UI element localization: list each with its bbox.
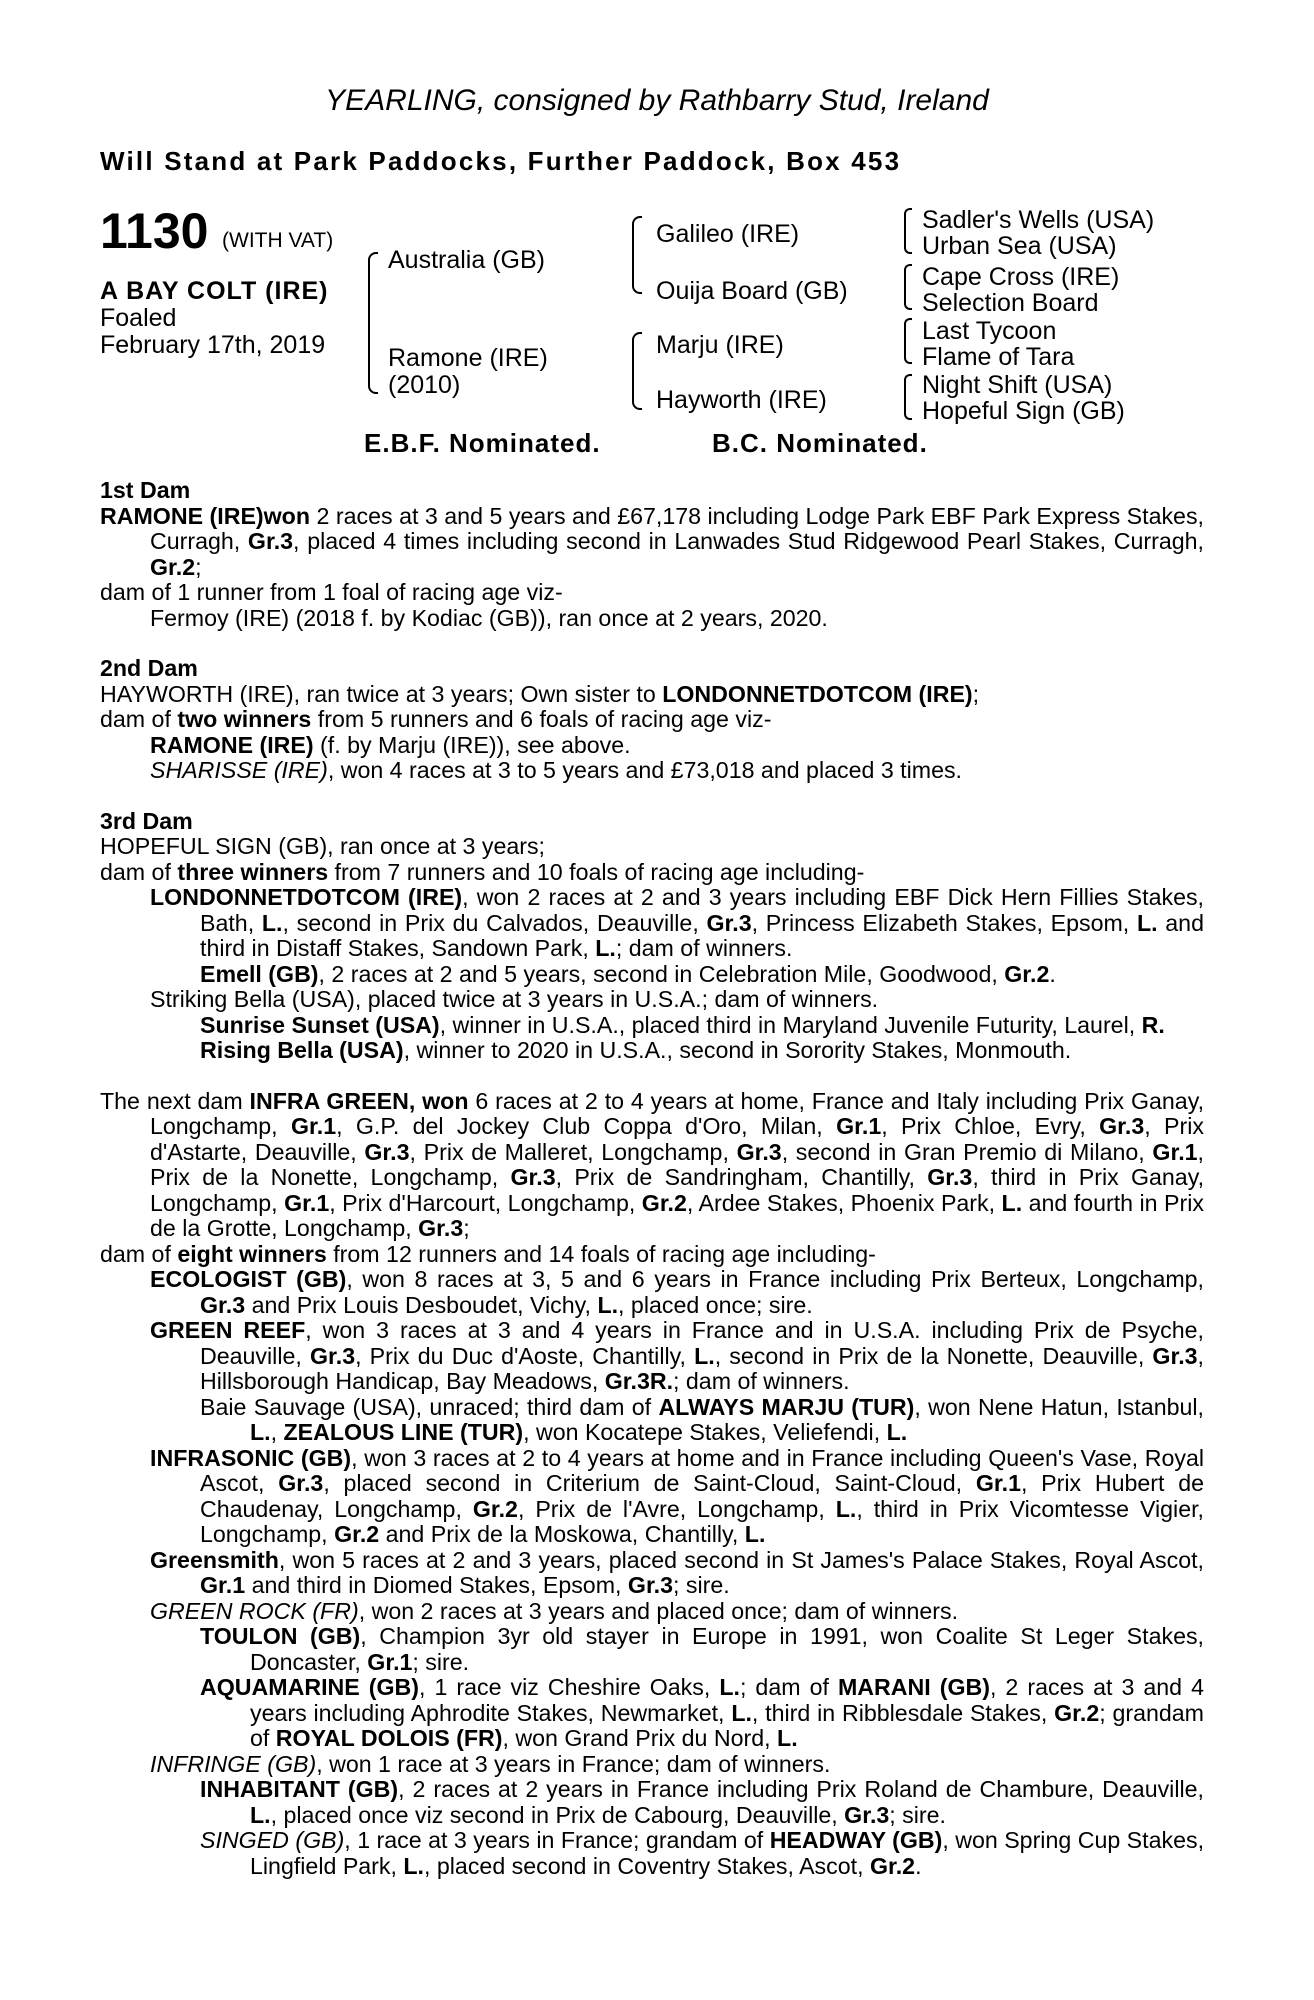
grandsire-4: Night Shift (USA) xyxy=(922,371,1113,399)
third-dam-grandfoal-emell: Emell (GB), 2 races at 2 and 5 years, second in Celebration Mile, Goodwood, Gr.2. xyxy=(200,960,1056,987)
foaled-label: Foaled xyxy=(100,304,177,332)
progeny-ecologist: ECOLOGIST (GB), won 8 races at 3, 5 and 6 years in France including Prix Berteux, Longchamp, Gr.3 and Prix Louis Desboudet, Vichy, L., placed once; sire. xyxy=(150,1266,1204,1318)
granddam-1: Urban Sea (USA) xyxy=(922,232,1117,260)
third-dam-produce: dam of three winners from 7 runners and 10 foals of racing age including- xyxy=(100,858,865,885)
next-dam-produce: dam of eight winners from 12 runners and 14 foals of racing age including- xyxy=(100,1240,876,1267)
grandsire-2: Cape Cross (IRE) xyxy=(922,263,1120,291)
first-dam-produce: dam of 1 runner from 1 foal of racing age viz- xyxy=(100,579,563,605)
sire-sire: Galileo (IRE) xyxy=(656,220,800,248)
dam-dam: Hayworth (IRE) xyxy=(656,386,827,414)
first-dam-foal: Fermoy (IRE) (2018 f. by Kodiac (GB)), ran once at 2 years, 2020. xyxy=(150,604,828,631)
third-dam-heading: 3rd Dam xyxy=(100,807,193,834)
second-dam-produce: dam of two winners from 5 runners and 6 foals of racing age viz- xyxy=(100,706,772,732)
catalogue-heading: YEARLING, consigned by Rathbarry Stud, Ireland xyxy=(325,84,989,117)
progeny-infrasonic: INFRASONIC (GB), won 3 races at 2 to 4 years at home and in France including Queen's Vase, Royal Ascot, Gr.3, placed second in Criterium de Saint-Cloud, Saint-Cloud, Gr.1, Prix Hubert de Chaudenay, Longchamp, Gr.2, Prix de l'Avre, Longchamp, L., third in Prix Vicomtesse Vigier, Longchamp, Gr.2 and Prix de la Moskowa, Chantilly, L. xyxy=(150,1444,1204,1547)
progeny-baie-sauvage: Baie Sauvage (USA), unraced; third dam of ALWAYS MARJU (TUR), won Nene Hatun, Istanbul, L., ZEALOUS LINE (TUR), won Kocatepe Stakes, Veliefendi, L. xyxy=(200,1393,1204,1445)
grandprogeny-toulon: TOULON (GB), Champion 3yr old stayer in Europe in 1991, won Coalite St Leger Stakes, Doncaster, Gr.1; sire. xyxy=(200,1623,1204,1675)
vat-note: (WITH VAT) xyxy=(222,229,334,252)
grandprogeny-aquamarine: AQUAMARINE (GB), 1 race viz Cheshire Oaks, L.; dam of MARANI (GB), 2 races at 3 and 4 years including Aphrodite Stakes, Newmarket, L., third in Ribblesdale Stakes, Gr.2; grandam of ROYAL DOLOIS (FR), won Grand Prix du Nord, L. xyxy=(200,1674,1205,1751)
second-dam-foal-sharisse: SHARISSE (IRE), won 4 races at 3 to 5 years and £73,018 and placed 3 times. xyxy=(150,757,963,783)
stand-location: Will Stand at Park Paddocks, Further Paddock, Box 453 xyxy=(100,146,902,176)
grandsire-1: Sadler's Wells (USA) xyxy=(922,206,1155,234)
lot-number: 1130 xyxy=(100,203,209,259)
progeny-greensmith: Greensmith, won 5 races at 2 and 3 years, placed second in St James's Palace Stakes, Royal Ascot, Gr.1 and third in Diomed Stakes, Epsom, Gr.3; sire. xyxy=(150,1546,1204,1598)
sire-parents-brace xyxy=(632,216,642,294)
sire-dam-brace xyxy=(368,252,378,394)
second-dam-heading: 2nd Dam xyxy=(100,655,198,681)
grandsire-3: Last Tycoon xyxy=(922,317,1057,345)
catalogue-body xyxy=(100,478,1204,1879)
granddam-2: Selection Board xyxy=(922,289,1099,317)
second-dam-record: HAYWORTH (IRE), ran twice at 3 years; Own sister to LONDONNETDOTCOM (IRE); xyxy=(100,680,980,707)
third-dam-foal-striking-bella: Striking Bella (USA), placed twice at 3 years in U.S.A.; dam of winners. xyxy=(150,986,879,1012)
grandprogeny-singed: SINGED (GB), 1 race at 3 years in France; grandam of HEADWAY (GB), won Spring Cup Stakes, Lingfield Park, L., placed second in Coventry Stakes, Ascot, Gr.2. xyxy=(200,1827,1205,1879)
third-dam-grandfoal-sunrise: Sunrise Sunset (USA), winner in U.S.A., placed third in Maryland Juvenile Futurity, Laurel, R. xyxy=(200,1011,1165,1038)
bc-nomination: B.C. Nominated. xyxy=(712,428,928,458)
dam-sire: Marju (IRE) xyxy=(656,331,784,359)
dam-parents-brace xyxy=(632,332,642,410)
grandprogeny-inhabitant: INHABITANT (GB), 2 races at 2 years in France including Prix Roland de Chambure, Deauville, L., placed once viz second in Prix de Cabourg, Deauville, Gr.3; sire. xyxy=(200,1776,1204,1828)
third-dam-foal-londonnetdotcom: LONDONNETDOTCOM (IRE), won 2 races at 2 and 3 years including EBF Dick Hern Fillies Stakes, Bath, L., second in Prix du Calvados, Deauville, Gr.3, Princess Elizabeth Stakes, Epsom, L. and third in Distaff Stakes, Sandown Park, L.; dam of winners. xyxy=(150,884,1204,961)
g3-brace-3 xyxy=(904,318,912,364)
sire: Australia (GB) xyxy=(388,246,545,274)
first-dam-record: RAMONE (IRE)won 2 races at 3 and 5 years and £67,178 including Lodge Park EBF Park Express Stakes, Curragh, Gr.3, placed 4 times including second in Lanwades Stud Ridgewood Pearl Stakes, Curragh, Gr.2; xyxy=(100,502,1204,580)
g3-brace-4 xyxy=(904,374,912,420)
second-dam-foal-ramone: RAMONE (IRE) (f. by Marju (IRE)), see above. xyxy=(150,731,631,758)
first-dam-name: RAMONE (IRE) xyxy=(100,502,264,529)
foaled-date: February 17th, 2019 xyxy=(100,331,326,359)
dam-year: (2010) xyxy=(388,371,461,399)
first-dam-heading: 1st Dam xyxy=(100,477,191,503)
dam: Ramone (IRE) xyxy=(388,344,548,372)
g3-brace-1 xyxy=(904,208,912,254)
third-dam-record: HOPEFUL SIGN (GB), ran once at 3 years; xyxy=(100,833,546,859)
progeny-green-reef: GREEN REEF, won 3 races at 3 and 4 years in France and in U.S.A. including Prix de Psyche, Deauville, Gr.3, Prix du Duc d'Aoste, Chantilly, L., second in Prix de la Nonette, Deauville, Gr.3, Hillsborough Handicap, Bay Meadows, Gr.3R.; dam of winners. xyxy=(150,1317,1205,1394)
g3-brace-2 xyxy=(904,264,912,310)
granddam-3: Flame of Tara xyxy=(922,343,1075,371)
progeny-infringe: INFRINGE (GB), won 1 race at 3 years in France; dam of winners. xyxy=(150,1750,831,1777)
progeny-green-rock: GREEN ROCK (FR), won 2 races at 3 years and placed once; dam of winners. xyxy=(150,1597,959,1624)
next-dam-record: The next dam INFRA GREEN, won 6 races at 2 to 4 years at home, France and Italy including Prix Ganay, Longchamp, Gr.1, G.P. del Jockey Club Coppa d'Oro, Milan, Gr.1, Prix Chloe, Evry, Gr.3, Prix d'Astarte, Deauville, Gr.3, Prix de Malleret, Longchamp, Gr.3, second in Gran Premio di Milano, Gr.1, Prix de la Nonette, Longchamp, Gr.3, Prix de Sandringham, Chantilly, Gr.3, third in Prix Ganay, Longchamp, Gr.1, Prix d'Harcourt, Longchamp, Gr.2, Ardee Stakes, Phoenix Park, L. and fourth in Prix de la Grotte, Longchamp, Gr.3; xyxy=(100,1087,1205,1241)
granddam-4: Hopeful Sign (GB) xyxy=(922,397,1125,425)
sire-dam: Ouija Board (GB) xyxy=(656,277,848,305)
ebf-nomination: E.B.F. Nominated. xyxy=(364,428,601,458)
lot-name: A BAY COLT (IRE) xyxy=(100,277,329,305)
third-dam-grandfoal-rising: Rising Bella (USA), winner to 2020 in U.S.A., second in Sorority Stakes, Monmouth. xyxy=(200,1037,1072,1063)
